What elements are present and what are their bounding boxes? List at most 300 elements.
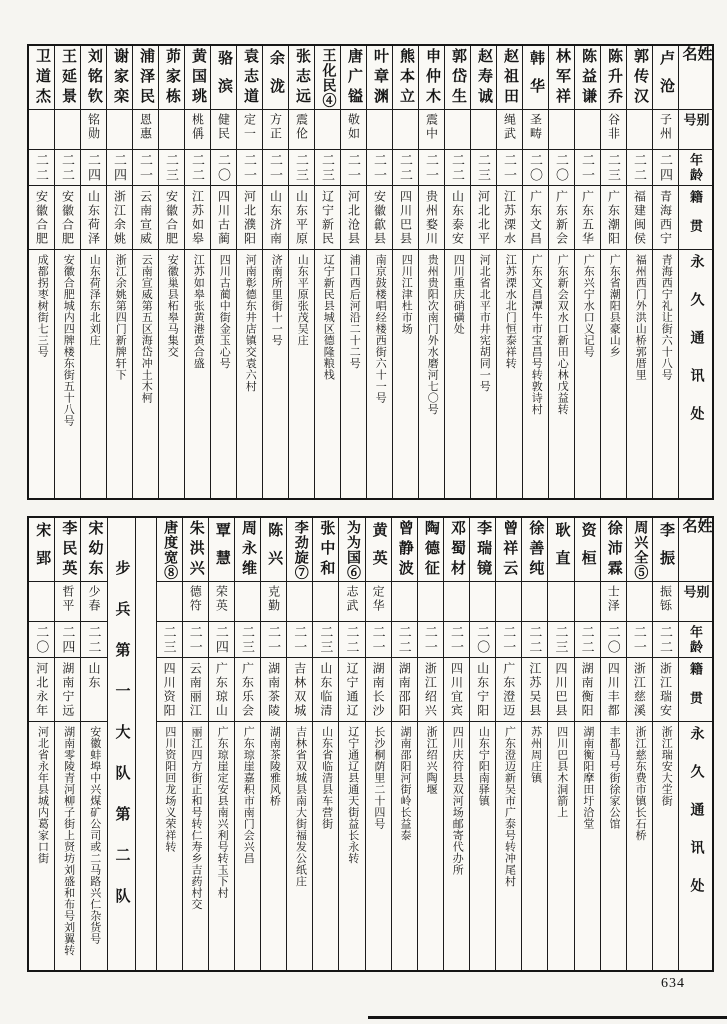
person-native-place: 山东济南 <box>268 190 283 246</box>
age-cell <box>522 622 547 658</box>
address-cell <box>235 722 260 970</box>
person-name: 唐广镒 <box>346 47 362 108</box>
age-cell <box>55 622 80 658</box>
person-address: 浦口西后河沿二十二号 <box>348 254 361 369</box>
person-age: 二一 <box>501 624 517 655</box>
address-cell <box>289 250 314 498</box>
person-native-place: 四川宜宾 <box>449 662 464 718</box>
person-address: 辽宁通辽县通天街益长永转 <box>346 726 359 864</box>
address-cell <box>418 722 443 970</box>
alias-cell <box>522 582 547 622</box>
person-age: 二四 <box>658 152 673 183</box>
native-place-cell <box>445 186 470 250</box>
person-native-place: 河北濮阳 <box>242 190 257 246</box>
name-cell <box>157 518 182 582</box>
address-cell <box>157 722 182 970</box>
person-age: 二四 <box>60 624 76 655</box>
header-cell-name <box>679 46 712 110</box>
header-label-native-place: 籍贯 <box>688 662 703 720</box>
name-cell <box>315 46 340 110</box>
name-cell <box>601 518 626 582</box>
person-native-place: 湖南邵阳 <box>397 662 412 718</box>
person-name: 张中和 <box>318 519 335 580</box>
age-cell <box>29 622 54 658</box>
person-column <box>158 46 184 498</box>
alias-cell <box>209 582 234 622</box>
name-cell <box>287 518 312 582</box>
name-cell <box>601 46 626 110</box>
section-divider-text-half <box>108 518 135 970</box>
roster-table-bottom <box>27 516 714 972</box>
name-cell <box>107 46 132 110</box>
person-native-place: 江苏如皋 <box>190 190 205 246</box>
person-age: 二一 <box>292 624 308 655</box>
name-cell <box>523 46 548 110</box>
name-cell <box>185 46 210 110</box>
age-cell <box>627 150 652 186</box>
person-native-place: 浙江余姚 <box>112 190 127 246</box>
person-alias: 震中 <box>424 113 439 141</box>
native-place-cell <box>263 186 288 250</box>
person-column <box>54 46 80 498</box>
person-name: 宋郢 <box>34 521 51 578</box>
alias-cell <box>55 582 80 622</box>
age-cell <box>107 150 132 186</box>
address-cell <box>287 722 312 970</box>
person-name: 徐善纯 <box>527 519 544 580</box>
name-cell <box>471 46 496 110</box>
person-native-place: 云南丽江 <box>188 662 203 718</box>
alias-cell <box>548 582 573 622</box>
person-age: 二四 <box>86 152 101 183</box>
person-name: 韩华 <box>528 49 544 106</box>
address-cell <box>523 250 548 498</box>
person-native-place: 四川巴县 <box>398 190 413 246</box>
person-name: 覃慧 <box>213 521 230 578</box>
person-name: 黄国珧 <box>190 47 206 108</box>
address-cell <box>601 250 626 498</box>
person-address: 青海西宁礼让街六十八号 <box>660 254 673 381</box>
person-column <box>156 518 182 970</box>
person-address: 丰都马号街徐家公馆 <box>607 726 620 830</box>
header-cell-age <box>679 622 712 658</box>
native-place-cell <box>575 658 600 722</box>
address-cell <box>55 722 80 970</box>
address-cell <box>393 250 418 498</box>
alias-cell <box>235 582 260 622</box>
age-cell <box>287 622 312 658</box>
person-alias: 士泽 <box>606 585 621 613</box>
header-label-alias: 别号 <box>681 585 710 605</box>
person-native-place: 广东琼山 <box>214 662 229 718</box>
person-address: 辽宁新民县城区德隆粮栈 <box>322 254 335 381</box>
person-name: 周兴全⑤ <box>632 519 648 580</box>
person-alias: 振铄 <box>658 585 673 613</box>
person-name: 赵寿诚 <box>476 47 492 108</box>
alias-cell <box>497 110 522 150</box>
alias-cell <box>523 110 548 150</box>
age-cell <box>133 150 158 186</box>
person-age: 二〇 <box>605 624 621 655</box>
name-cell <box>419 46 444 110</box>
address-cell <box>183 722 208 970</box>
header-cell-name <box>679 518 712 582</box>
header-cell-alias <box>679 582 712 622</box>
person-age: 二一 <box>268 152 283 183</box>
name-cell <box>55 518 80 582</box>
name-cell <box>366 518 391 582</box>
person-address: 安徽巢县柘皋马集交 <box>166 254 179 358</box>
person-address: 河北省永年县城内葛家口街 <box>36 726 49 864</box>
person-name: 浦泽民 <box>138 47 154 108</box>
person-name: 徐沛霖 <box>605 519 622 580</box>
person-age: 二一 <box>631 624 647 655</box>
person-column <box>106 46 132 498</box>
person-native-place: 广东澄迈 <box>501 662 516 718</box>
person-column <box>522 46 548 498</box>
person-column <box>547 518 573 970</box>
age-cell <box>653 622 678 658</box>
native-place-cell <box>496 658 521 722</box>
person-address: 山东省临清县车营街 <box>320 726 333 830</box>
native-place-cell <box>81 658 106 722</box>
native-place-cell <box>367 186 392 250</box>
person-age: 二二 <box>60 152 75 183</box>
alias-cell <box>419 110 444 150</box>
address-cell <box>81 250 106 498</box>
person-address: 山东荷泽东北刘庄 <box>88 254 101 346</box>
person-age: 二二 <box>579 624 595 655</box>
person-name: 郭岱生 <box>450 47 466 108</box>
person-name: 曾静波 <box>396 519 413 580</box>
alias-cell <box>392 582 417 622</box>
alias-cell <box>627 110 652 150</box>
person-name: 周永维 <box>239 519 256 580</box>
person-name: 茆家栋 <box>164 47 180 108</box>
native-place-cell <box>393 186 418 250</box>
person-column <box>29 46 54 498</box>
native-place-cell <box>471 186 496 250</box>
alias-cell <box>289 110 314 150</box>
address-cell <box>496 722 521 970</box>
alias-cell <box>313 582 338 622</box>
person-column <box>443 518 469 970</box>
alias-cell <box>157 582 182 622</box>
person-name: 张志远 <box>294 47 310 108</box>
native-place-cell <box>627 658 652 722</box>
person-column <box>184 46 210 498</box>
alias-cell <box>470 582 495 622</box>
person-age: 二二 <box>34 152 49 183</box>
person-column <box>262 46 288 498</box>
person-column <box>600 46 626 498</box>
alias-cell <box>471 110 496 150</box>
person-alias: 敬如 <box>346 113 361 141</box>
person-address: 济南所里街十一号 <box>270 254 283 346</box>
address-cell <box>209 722 234 970</box>
person-column <box>626 46 652 498</box>
name-cell <box>497 46 522 110</box>
person-column <box>600 518 626 970</box>
person-column <box>312 518 338 970</box>
name-cell <box>29 46 54 110</box>
age-cell <box>209 622 234 658</box>
person-native-place: 湖南茶陵 <box>266 662 281 718</box>
person-age: 二一 <box>187 624 203 655</box>
person-native-place: 广东乐会 <box>240 662 255 718</box>
person-address: 四川重庆硝磺处 <box>452 254 465 335</box>
section-divider-label: 步兵第一大队第二队 <box>113 559 130 929</box>
name-cell <box>341 46 366 110</box>
person-name: 卫道杰 <box>34 47 50 108</box>
native-place-cell <box>366 658 391 722</box>
person-name: 袁志道 <box>242 47 258 108</box>
person-column <box>548 46 574 498</box>
person-age: 二二 <box>190 152 205 183</box>
person-native-place: 四川古蔺 <box>216 190 231 246</box>
address-cell <box>313 722 338 970</box>
person-name: 叶章渊 <box>372 47 388 108</box>
address-cell <box>653 722 678 970</box>
person-column <box>495 518 521 970</box>
age-cell <box>497 150 522 186</box>
name-cell <box>522 518 547 582</box>
person-native-place: 辽宁通辽 <box>344 662 359 718</box>
person-alias: 方正 <box>268 113 283 141</box>
person-name: 耿直 <box>553 521 570 578</box>
person-alias: 恩惠 <box>138 113 153 141</box>
person-alias: 德符 <box>188 585 203 613</box>
name-cell <box>55 46 80 110</box>
name-cell <box>263 46 288 110</box>
age-cell <box>55 150 80 186</box>
native-place-cell <box>29 658 54 722</box>
age-cell <box>313 622 338 658</box>
name-cell <box>653 46 678 110</box>
name-cell <box>418 518 443 582</box>
person-alias: 圣畴 <box>528 113 543 141</box>
person-address: 湖南邵阳河街岭长益泰 <box>398 726 411 841</box>
address-cell <box>575 722 600 970</box>
person-column <box>234 518 260 970</box>
person-age: 二二 <box>86 624 102 655</box>
age-cell <box>367 150 392 186</box>
person-address: 广东新会双水口新田心林戊益转 <box>556 254 569 415</box>
person-native-place: 安徽合肥 <box>164 190 179 246</box>
header-cell-address <box>679 250 712 498</box>
person-age: 二三 <box>318 624 334 655</box>
alias-cell <box>575 582 600 622</box>
person-age: 二一 <box>370 624 386 655</box>
person-address: 浙江瑞安大坣街 <box>660 726 673 807</box>
person-age: 二三 <box>239 624 255 655</box>
person-native-place: 贵州婺川 <box>424 190 439 246</box>
person-age: 二一 <box>346 152 361 183</box>
person-age: 二〇 <box>216 152 231 183</box>
name-cell <box>81 46 106 110</box>
age-cell <box>211 150 236 186</box>
native-place-cell <box>315 186 340 250</box>
name-cell <box>313 518 338 582</box>
person-address: 云南宣威第五区海岱冲土木柯 <box>140 254 153 404</box>
name-cell <box>653 518 678 582</box>
address-cell <box>445 250 470 498</box>
header-column <box>678 518 712 970</box>
header-cell-native-place <box>679 186 712 250</box>
person-column <box>340 46 366 498</box>
person-native-place: 安徽合肥 <box>34 190 49 246</box>
address-cell <box>627 722 652 970</box>
person-column <box>29 518 54 970</box>
person-column <box>260 518 286 970</box>
person-column <box>366 46 392 498</box>
native-place-cell <box>522 658 547 722</box>
person-address: 四川江津杜市场 <box>400 254 413 335</box>
native-place-cell <box>313 658 338 722</box>
native-place-cell <box>185 186 210 250</box>
alias-cell <box>159 110 184 150</box>
person-age: 二一 <box>448 624 464 655</box>
alias-cell <box>341 110 366 150</box>
person-name: 熊本立 <box>398 47 414 108</box>
person-column <box>80 46 106 498</box>
person-address: 贵州贵阳次南门外水磨河七〇号 <box>426 254 439 415</box>
alias-cell <box>185 110 210 150</box>
person-column <box>132 46 158 498</box>
name-cell <box>444 518 469 582</box>
person-alias: 荣英 <box>214 585 229 613</box>
alias-cell <box>133 110 158 150</box>
native-place-cell <box>418 658 443 722</box>
person-column <box>236 46 262 498</box>
address-cell <box>627 250 652 498</box>
person-age: 二一 <box>424 152 439 183</box>
address-cell <box>601 722 626 970</box>
person-age: 二二 <box>450 152 465 183</box>
alias-cell <box>81 582 106 622</box>
age-cell <box>392 622 417 658</box>
age-cell <box>601 622 626 658</box>
person-column <box>365 518 391 970</box>
address-cell <box>159 250 184 498</box>
alias-cell <box>445 110 470 150</box>
person-name: 骆滨 <box>216 49 232 106</box>
person-address: 四川庆符县双河场邮寄代办所 <box>451 726 464 876</box>
person-name: 陶德征 <box>422 519 439 580</box>
person-name: 曾祥云 <box>501 519 518 580</box>
native-place-cell <box>419 186 444 250</box>
alias-cell <box>444 582 469 622</box>
name-cell <box>575 46 600 110</box>
name-cell <box>209 518 234 582</box>
person-native-place: 河北永年 <box>34 662 49 718</box>
person-native-place: 湖南衡阳 <box>580 662 595 718</box>
name-cell <box>549 46 574 110</box>
header-label-native-place: 籍贯 <box>688 190 703 248</box>
person-name: 王延景 <box>60 47 76 108</box>
alias-cell <box>237 110 262 150</box>
person-column <box>288 46 314 498</box>
age-cell <box>419 150 444 186</box>
age-cell <box>159 150 184 186</box>
alias-cell <box>29 110 54 150</box>
name-cell <box>29 518 54 582</box>
native-place-cell <box>211 186 236 250</box>
person-name: 陈益谦 <box>580 47 596 108</box>
person-age: 二三 <box>294 152 309 183</box>
native-place-cell <box>497 186 522 250</box>
address-cell <box>366 722 391 970</box>
person-column <box>574 46 600 498</box>
person-column <box>469 518 495 970</box>
person-name: 黄英 <box>370 521 387 578</box>
age-cell <box>341 150 366 186</box>
person-age: 二一 <box>242 152 257 183</box>
age-cell <box>183 622 208 658</box>
person-address: 湖南茶陵雅风桥 <box>268 726 281 807</box>
native-place-cell <box>29 186 54 250</box>
name-cell <box>575 518 600 582</box>
native-place-cell <box>392 658 417 722</box>
person-age: 二三 <box>476 152 491 183</box>
native-place-cell <box>523 186 548 250</box>
alias-cell <box>211 110 236 150</box>
address-cell <box>419 250 444 498</box>
roster-table-bottom-columns <box>29 518 712 970</box>
age-cell <box>29 150 54 186</box>
name-cell <box>183 518 208 582</box>
age-cell <box>81 150 106 186</box>
name-cell <box>548 518 573 582</box>
name-cell <box>496 518 521 582</box>
address-cell <box>367 250 392 498</box>
person-native-place: 浙江瑞安 <box>658 662 673 718</box>
person-age: 二一 <box>372 152 387 183</box>
alias-cell <box>107 110 132 150</box>
header-cell-age <box>679 150 712 186</box>
native-place-cell <box>209 658 234 722</box>
person-name: 李劲旋⑦ <box>292 519 308 580</box>
name-cell <box>470 518 495 582</box>
person-address: 广东兴宁水口义记号 <box>582 254 595 358</box>
person-native-place: 湖南宁远 <box>60 662 75 718</box>
person-name: 资桓 <box>579 521 596 578</box>
person-native-place: 山东 <box>86 662 101 690</box>
alias-cell <box>601 110 626 150</box>
person-address: 浙江慈东费市镇长石桥 <box>634 726 647 841</box>
person-native-place: 山东临清 <box>318 662 333 718</box>
person-address: 山东宁阳南驿镇 <box>477 726 490 807</box>
person-age: 二二 <box>657 624 673 655</box>
address-cell <box>55 250 80 498</box>
age-cell <box>418 622 443 658</box>
person-native-place: 福建闽侯 <box>632 190 647 246</box>
person-address: 广东文昌潭牛市宝昌号转敦诗村 <box>530 254 543 415</box>
age-cell <box>261 622 286 658</box>
person-age: 二四 <box>213 624 229 655</box>
section-divider-column <box>107 518 156 970</box>
person-age: 二〇 <box>475 624 491 655</box>
person-alias: 震伦 <box>294 113 309 141</box>
alias-cell <box>653 110 678 150</box>
person-alias: 谷非 <box>606 113 621 141</box>
person-age: 二三 <box>553 624 569 655</box>
person-address: 南京鼓楼唱经楼西街六十一号 <box>374 254 387 404</box>
person-name: 王化民④ <box>320 47 336 108</box>
age-cell <box>496 622 521 658</box>
person-alias: 少春 <box>86 585 101 613</box>
person-alias: 志武 <box>344 585 359 613</box>
